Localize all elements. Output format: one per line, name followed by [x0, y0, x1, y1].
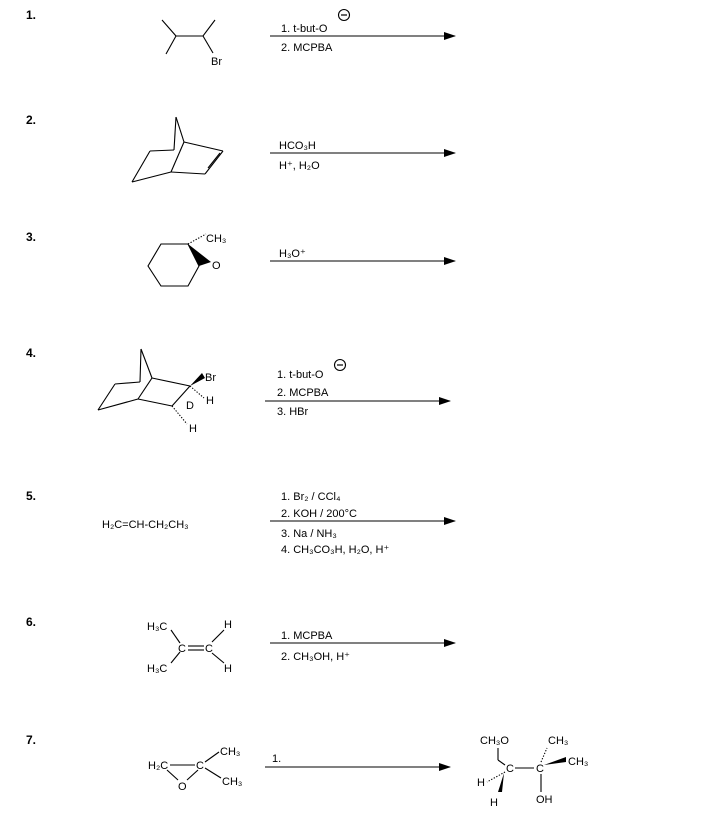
reagent-line: 1.: [272, 753, 282, 765]
atom-label: H₃C: [147, 621, 168, 633]
problem-number: 7.: [26, 733, 37, 747]
problem-2: [26, 113, 455, 182]
atom-label: H: [189, 423, 197, 435]
reagent-line: 3. HBr: [277, 406, 309, 418]
substrate-formula: H₂C=CH-CH₂CH₃: [102, 519, 189, 531]
cyclohexene-oxide-structure: [148, 233, 226, 286]
bond: [138, 399, 172, 406]
atom-label: C: [196, 760, 204, 772]
problem-3: [26, 230, 455, 286]
bond: [140, 349, 141, 382]
atom-label: C: [205, 643, 213, 655]
bond: [205, 768, 221, 778]
atom-label: CH₃: [206, 233, 227, 245]
reagent-line: 1. Br₂ / CCl₄: [281, 491, 341, 503]
bond: [171, 142, 184, 172]
atom-label: O: [178, 781, 187, 793]
bond: [176, 20, 215, 36]
hashed-bond: [188, 234, 206, 244]
reagent-arrow: [270, 10, 455, 55]
norbornene-structure: [132, 117, 223, 182]
bond: [132, 172, 171, 182]
bond: [171, 652, 180, 663]
epoxide-structure: [148, 746, 242, 793]
atom-label: Br: [205, 372, 216, 384]
bond: [212, 630, 224, 642]
atom-label: CH₃: [222, 776, 243, 788]
reagent-arrow: [270, 491, 455, 556]
bicyclic-bromide-structure: [98, 349, 216, 435]
minus-circle-icon: [335, 360, 346, 371]
wedge-bond: [190, 373, 205, 386]
bond: [171, 630, 180, 643]
atom-label: D: [186, 400, 194, 412]
bond: [115, 382, 140, 384]
hashed-bond: [172, 406, 187, 424]
reagent-arrow: [265, 753, 450, 767]
bond: [152, 378, 190, 386]
atom-label: CH₃: [548, 735, 569, 747]
problem-number: 3.: [26, 230, 37, 244]
bond: [205, 752, 219, 762]
atom-label: H: [224, 619, 232, 631]
product-structure: [477, 735, 588, 809]
reagent-arrow: [270, 248, 455, 261]
bond: [187, 770, 198, 780]
atom-label: CH₃: [568, 756, 589, 768]
atom-label: O: [212, 260, 221, 272]
wedge-bond: [544, 757, 566, 765]
atom-label: H: [224, 663, 232, 675]
atom-label: H₃C: [147, 663, 168, 675]
bond: [212, 653, 224, 663]
atom-label: H: [490, 797, 498, 809]
atom-label: H: [206, 395, 214, 407]
problem-4: [26, 346, 450, 435]
bond: [132, 151, 150, 182]
reagent-arrow: [265, 360, 450, 419]
reagent-line: 1. t-but-O: [281, 23, 328, 35]
problem-1: [26, 8, 455, 68]
atom-label: CH₃O: [480, 735, 509, 747]
reagent-line: HCO₃H: [279, 140, 316, 152]
hashed-bond: [190, 386, 204, 398]
reagent-line: 2. CH₃OH, H⁺: [281, 651, 350, 663]
atom-label: C: [506, 763, 514, 775]
atom-label: CH₃: [220, 746, 241, 758]
atom-label: H: [477, 777, 485, 789]
alkene-structure: [147, 619, 232, 675]
reagent-line: 1. t-but-O: [277, 369, 324, 381]
bond: [174, 117, 176, 150]
atom-label: C: [536, 763, 544, 775]
hashed-bond: [541, 748, 547, 762]
problem-7: [26, 733, 588, 809]
reagent-line: 2. KOH / 200°C: [281, 508, 357, 520]
reagent-line: 3. Na / NH₃: [281, 528, 337, 540]
bond: [176, 117, 184, 142]
reagent-line: 2. MCPBA: [281, 42, 333, 54]
atom-label: H₂C: [148, 760, 169, 772]
bond: [141, 349, 152, 378]
problem-number: 4.: [26, 346, 37, 360]
problem-number: 2.: [26, 113, 37, 127]
problem-5: [26, 489, 455, 556]
substrate-structure: [162, 20, 222, 68]
bond: [167, 770, 178, 780]
problem-number: 5.: [26, 489, 37, 503]
reagent-line: H₃O⁺: [279, 248, 306, 260]
reagent-line: 2. MCPBA: [277, 387, 329, 399]
bond: [203, 36, 213, 53]
bond: [184, 142, 223, 151]
bond: [162, 20, 176, 54]
atom-label: OH: [536, 794, 553, 806]
minus-circle-icon: [339, 10, 350, 21]
bond: [171, 172, 205, 174]
reagent-line: H⁺, H₂O: [279, 160, 320, 172]
reagent-line: 1. MCPBA: [281, 630, 333, 642]
problem-number: 6.: [26, 615, 37, 629]
problem-6: [26, 615, 455, 675]
wedge-bond: [188, 244, 211, 266]
problem-number: 1.: [26, 8, 37, 22]
reagent-arrow: [270, 630, 455, 663]
atom-label: Br: [211, 56, 222, 68]
wedge-bond: [498, 773, 504, 792]
reagent-arrow: [270, 140, 455, 172]
bond: [498, 760, 505, 765]
double-bond: [208, 153, 220, 168]
atom-label: C: [178, 643, 186, 655]
bond: [150, 150, 174, 151]
bond: [205, 151, 223, 174]
reagent-line: 4. CH₃CO₃H, H₂O, H⁺: [281, 544, 390, 556]
